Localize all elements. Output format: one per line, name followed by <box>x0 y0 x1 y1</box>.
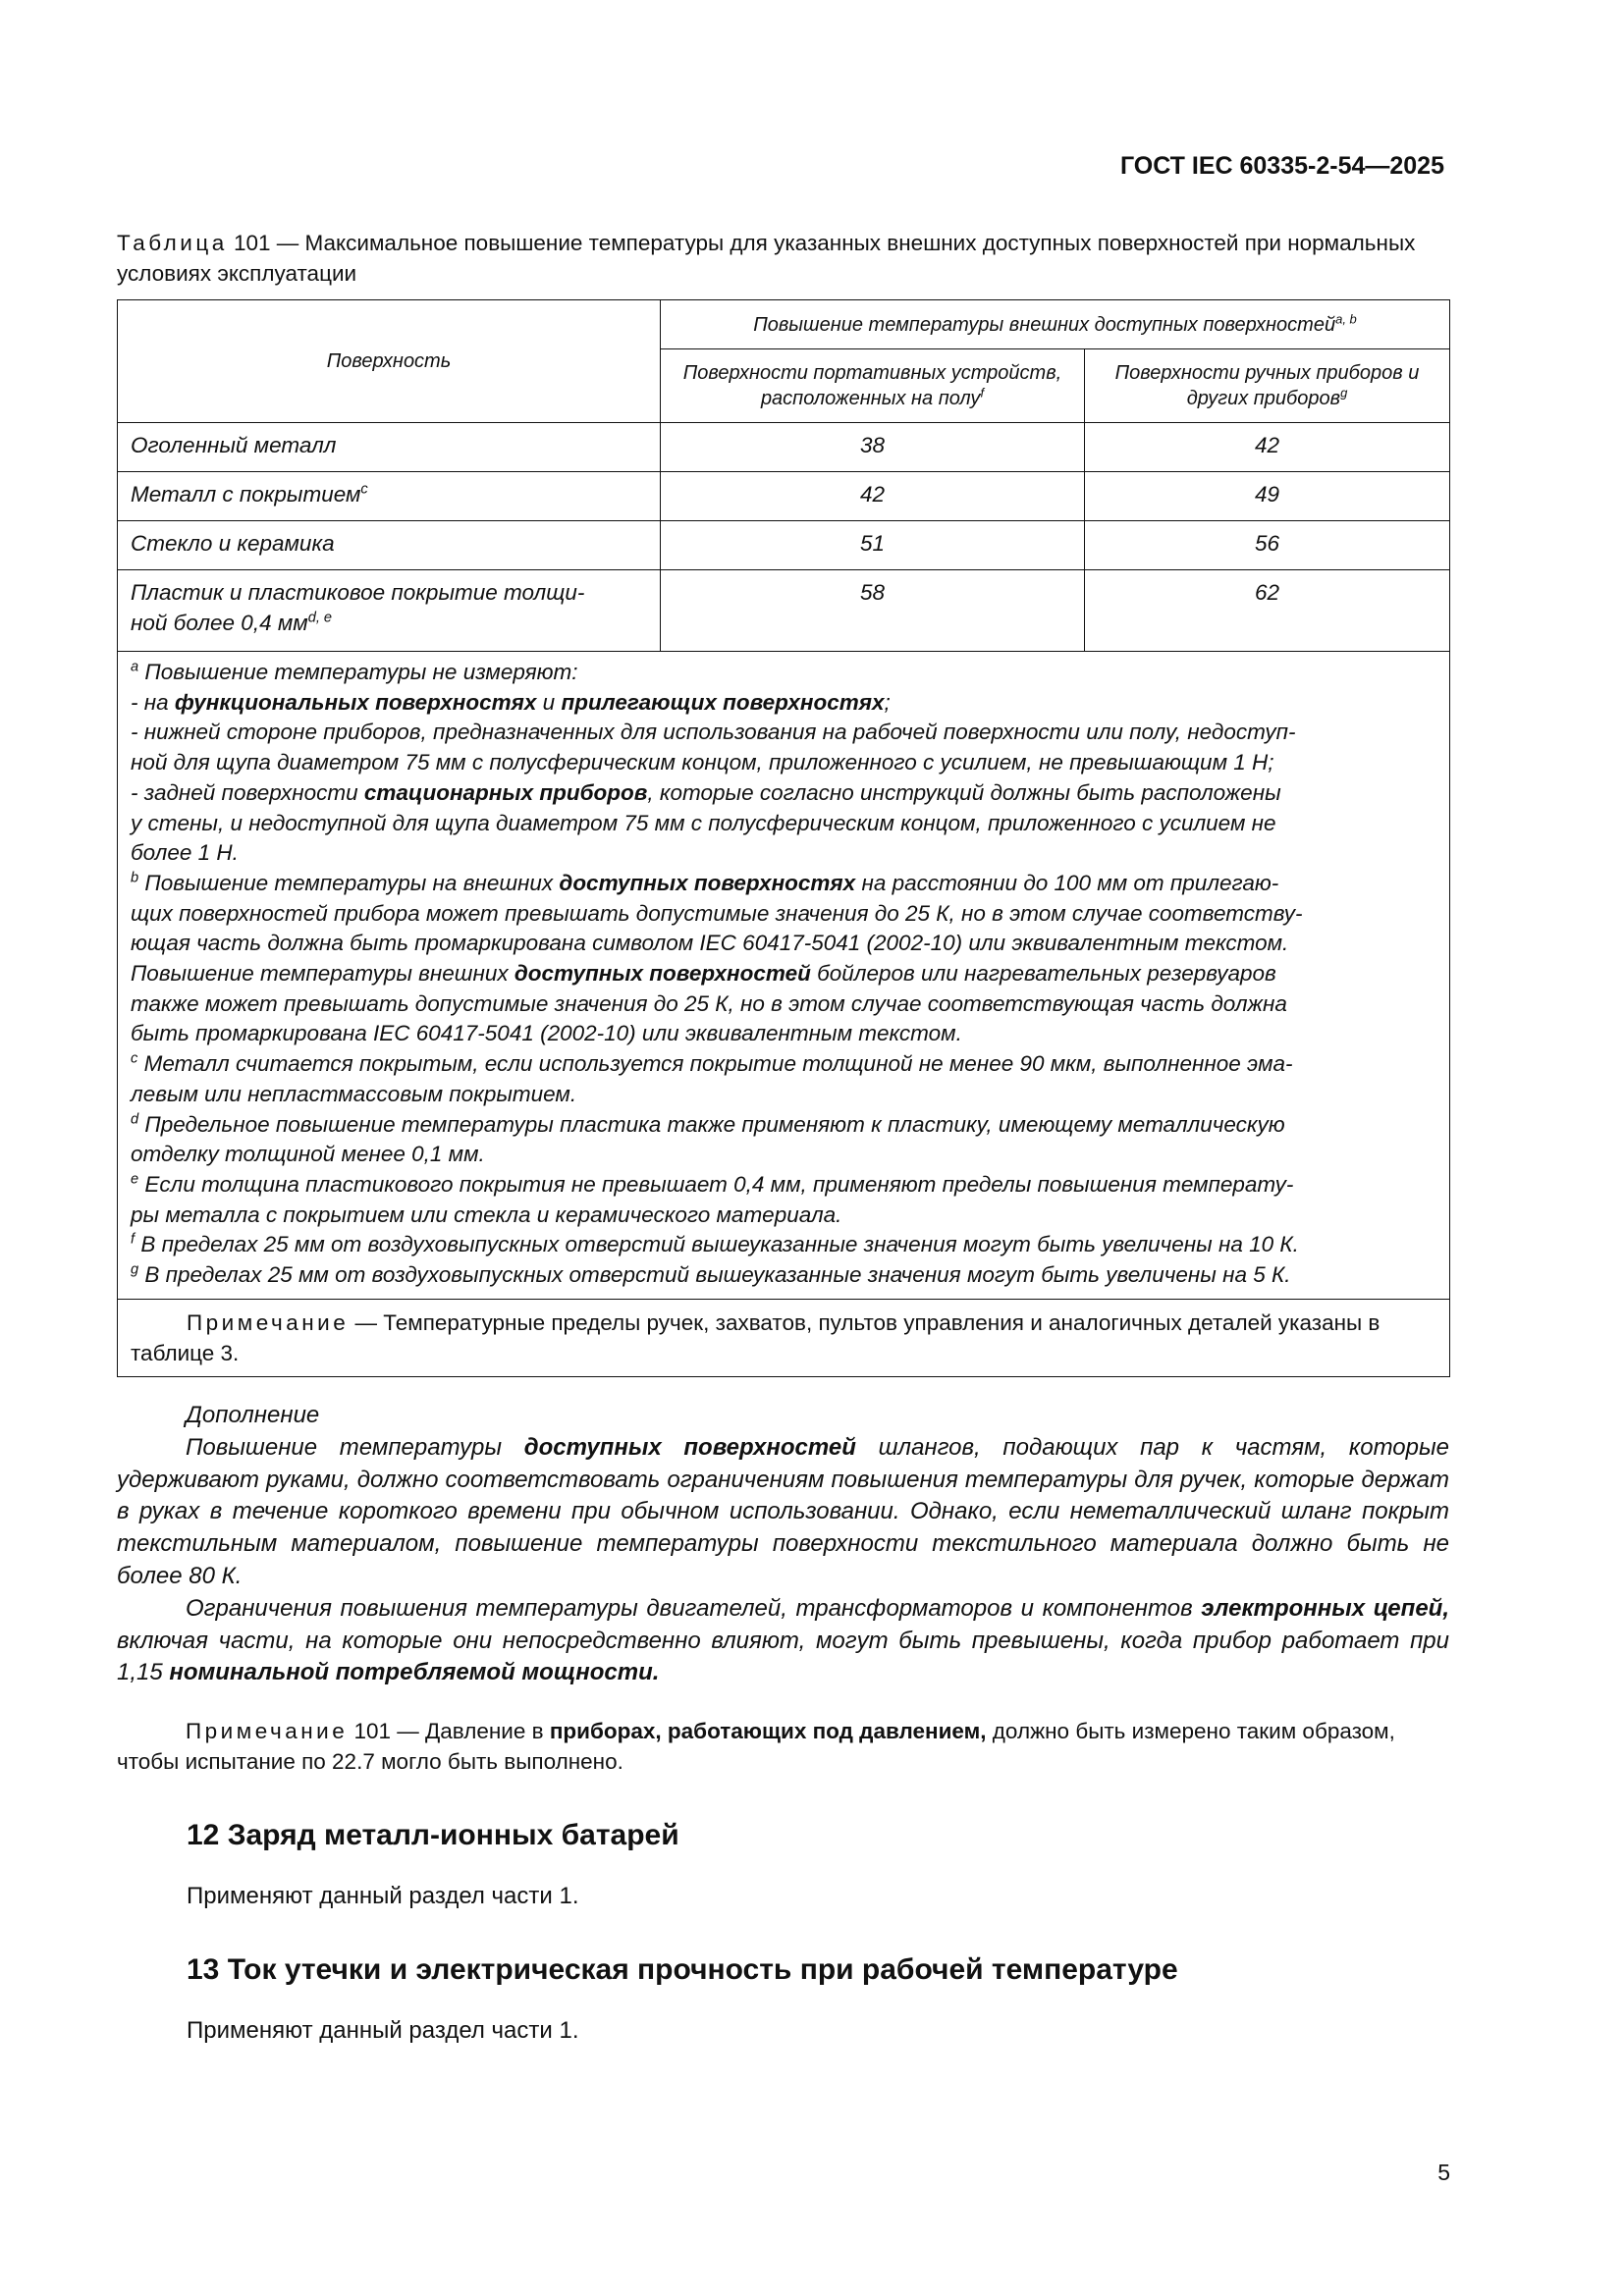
section-12-text: Применяют данный раздел части 1. <box>187 1883 579 1909</box>
table-caption <box>117 228 1447 289</box>
col-header-surface: Поверхность <box>118 300 661 423</box>
footnote-b: $^b$ Повышение температуры на внешних доступных поверхностях на расстоянии до 100 мм от прилегаю- <box>131 870 1279 895</box>
cell-hand: 42 <box>1085 423 1450 472</box>
footnote-g: $^g$ В пределах 25 мм от воздуховыпускных отверстий вышеуказанные значения могут быть увеличены на 5 К. <box>131 1261 1291 1288</box>
table-footnotes: $^a$ Повышение температуры не измеряют: - на функциональных поверхностях и прилегающих поверхностях; - нижней стороне приборов, предназначенных для использования на рабочей поверхности или полу, недоступ- ной для щупа диаметром 75 мм с полусферическим концом, приложенного с усилием, не превышающим 1 Н; - задней поверхности стационарных приборов, которые согласно инструкций должны быть расположены у стены, и недоступной для щупа диаметром 75 мм с полусферическим концом, приложенного с усилием не более 1 Н. $^b$ Повышение температуры на внешних доступных поверхностях на расстоянии до 100 мм от прилегаю- щих поверхностей прибора может превышать допустимые значения до 25 К, но в этом случае соответству- ющая часть должна быть промаркирована символом IEC 60417-5041 (2002-10) или эквивалентным текстом. Повышение температуры внешних доступных поверхностей бойлеров или нагревательных резервуаров также может превышать допустимые значения до 25 К, но в этом случае соответствующая часть должна быть промаркирована IEC 60417-5041 (2002-10) или эквивалентным текстом. $^c$ Металл считается покрытым, если используется покрытие толщиной не менее 90 мкм, выполненное эма- левым или непластмассовым покрытием. $^d$ Предельное повышение температуры пластика также применяют к пластику, имеющему металлическую отделку толщиной менее 0,1 мм. $^e$ Если толщина пластикового покрытия не превышает 0,4 мм, применяют пределы повышения температу- ры металла с покрытием или стекла и керамического материала. $^f$ В пределах 25 мм от воздуховыпускных отверстий вышеуказанные значения могут быть увеличены на 10 К. $^g$ В пределах 25 мм от воздуховыпускных отверстий вышеуказанные значения могут быть увеличены на 5 К. <box>118 652 1450 1300</box>
note-101: Примечание 101 — Давление в приборах, работающих под давлением, должно быть измерено таким образом, чтобы испытание по 22.7 могло быть выполнено. <box>117 1719 1395 1774</box>
col-header-hand: Поверхности ручных приборов и других приборов$^g$ <box>1085 349 1450 423</box>
page-number: 5 <box>1437 2160 1450 2185</box>
footnote-e: $^e$ Если толщина пластикового покрытия не превышает 0,4 мм, применяют пределы повышения температу- <box>131 1171 1294 1197</box>
footnote-d: $^d$ Предельное повышение температуры пластика также применяют к пластику, имеющему металлическую <box>131 1111 1285 1137</box>
cell-portable: 42 <box>661 472 1085 521</box>
temperature-rise-table <box>117 299 1450 1377</box>
cell-portable: 51 <box>661 521 1085 570</box>
section-13-title: 13 Ток утечки и электрическая прочность при рабочей температуре <box>187 1953 1178 1986</box>
cell-hand: 49 <box>1085 472 1450 521</box>
table-row <box>118 423 1450 472</box>
cell-portable: 58 <box>661 570 1085 652</box>
addition-paragraph-2: Ограничения повышения температуры двигателей, трансформаторов и компонентов электронных цепей, включая части, на которые они непосредственно влияют, могут быть превышены, когда прибор работает при 1,15 номинальной потребляемой мощности. <box>117 1594 1449 1686</box>
section-13-text: Применяют данный раздел части 1. <box>187 2017 579 2044</box>
table-note: Примечание — Температурные пределы ручек, захватов, пультов управления и аналогичных деталей указаны в таблице 3. <box>118 1299 1450 1376</box>
table-row <box>118 472 1450 521</box>
section-12-title: 12 Заряд металл-ионных батарей <box>187 1819 679 1851</box>
addition-paragraph-1: Повышение температуры доступных поверхностей шлангов, подающих пар к частям, которые удерживают руками, должно соответствовать ограничениям повышения температуры для ручек, которые держат в руках в течение короткого времени при обычном использовании. Однако, если неметаллический шланг покрыт текстильным материалом, повышение температуры поверхности текстильного материала должно быть не более 80 К. <box>117 1433 1449 1589</box>
footnote-c: $^c$ Металл считается покрытым, если используется покрытие толщиной не менее 90 мкм, выполненное эма- <box>131 1050 1293 1077</box>
footnote-a: $^a$ Повышение температуры не измеряют: <box>131 659 578 684</box>
cell-surface: Пластик и пластиковое покрытие толщи- ной более 0,4 мм$^{d, e}$ <box>118 570 661 652</box>
cell-hand: 56 <box>1085 521 1450 570</box>
addition-block <box>117 1400 1449 1689</box>
table-caption-text: 101 — Максимальное повышение температуры для указанных внешних доступных поверхностей при нормальных условиях эксплуатации <box>117 231 1416 286</box>
cell-surface: Оголенный металл <box>118 423 661 472</box>
footnote-f: $^f$ В пределах 25 мм от воздуховыпускных отверстий вышеуказанные значения могут быть увеличены на 10 К. <box>131 1231 1299 1257</box>
table-caption-word: Таблица <box>117 231 228 255</box>
addition-title: Дополнение <box>186 1402 320 1428</box>
col-header-group: Повышение температуры внешних доступных поверхностей$^{a, b}$ <box>661 300 1450 349</box>
document-id: ГОСТ IEC 60335-2-54—2025 <box>1119 152 1444 180</box>
table-row <box>118 570 1450 652</box>
cell-hand: 62 <box>1085 570 1450 652</box>
col-header-portable: Поверхности портативных устройств, расположенных на полу$^f$ <box>661 349 1085 423</box>
cell-surface: Металл с покрытием$^c$ <box>118 472 661 521</box>
cell-surface: Стекло и керамика <box>118 521 661 570</box>
table-row <box>118 521 1450 570</box>
cell-portable: 38 <box>661 423 1085 472</box>
